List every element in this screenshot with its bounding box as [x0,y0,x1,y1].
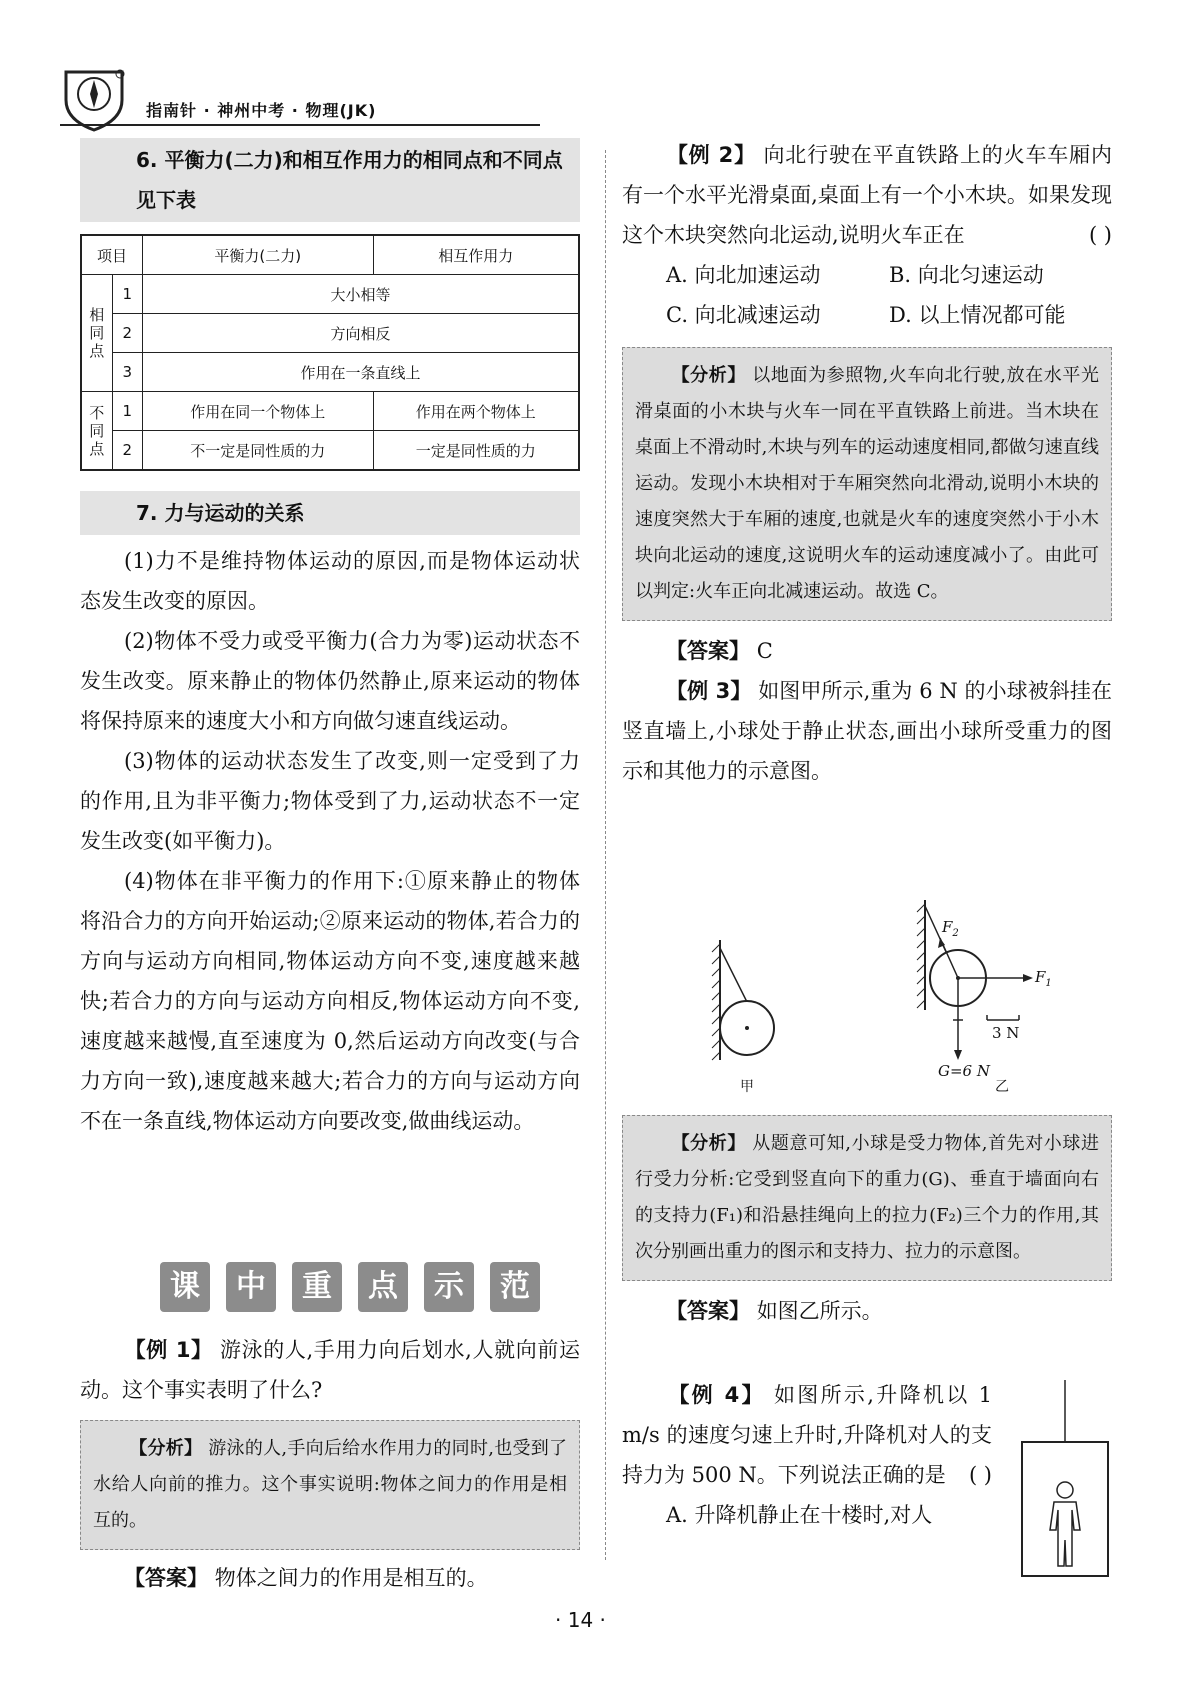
ex2-answer: 【答案】 C [666,639,773,663]
ex3-answer: 【答案】 如图乙所示。 [666,1299,883,1323]
diff-row-balance: 不一定是同性质的力 [143,431,374,471]
ex3-solution [622,1115,1112,1331]
caption-yi: 乙 [995,1079,1009,1095]
gravity-label: G=6 N [938,1062,990,1080]
paragraph: (1)力不是维持物体运动的原因,而是物体运动状态发生改变的原因。 [80,549,580,613]
col-item-header: 项目 [81,235,143,275]
comparison-table-wrap [80,234,580,471]
section6-heading: 6. 平衡力(二力)和相互作用力的相同点和不同点见下表 [80,138,580,222]
elevator-person-icon [1020,1380,1110,1580]
ex2-options-row [622,255,1112,295]
example-4 [622,1375,992,1535]
banner-char: 课 [160,1262,210,1312]
same-row-text: 大小相等 [143,275,580,314]
diff-row-mutual: 作用在两个物体上 [373,392,579,431]
col-balance-header: 平衡力(二力) [143,235,374,275]
ex3-figure [700,880,1080,1100]
same-label: 相 同 点 [81,275,112,392]
diff-row-mutual: 一定是同性质的力 [373,431,579,471]
banner-char: 中 [226,1262,276,1312]
elevator-figure [1020,1380,1110,1580]
ex1-answer: 【答案】 物体之间力的作用是相互的。 [124,1566,488,1590]
same-row-no: 3 [112,353,143,392]
comparison-table [80,234,580,471]
option: C. 向北减速运动 [666,303,821,327]
same-row-no: 1 [112,275,143,314]
section7-heading: 7. 力与运动的关系 [80,491,580,535]
scale-label: 3 N [992,1024,1020,1042]
book-title: 指南针 · 神州中考 · 物理(JK) [146,101,377,120]
ex2-question: 【例 2】 向北行驶在平直铁路上的火车车厢内有一个水平光滑桌面,桌面上有一个小木块。如果发现这个木块突然向北运动,说明火车正在 ( ) [622,143,1112,247]
ex4-option-a: A. 升降机静止在十楼时,对人 [666,1503,933,1527]
force-diagram [700,880,1080,1100]
ex1-question: 【例 1】 游泳的人,手用力向后划水,人就向前运动。这个事实表明了什么? [80,1338,580,1402]
same-row-text: 方向相反 [143,314,580,353]
column-divider [605,150,606,1560]
ex3-question: 【例 3】 如图甲所示,重为 6 N 的小球被斜挂在竖直墙上,小球处于静止状态,画出小球所受重力的图示和其他力的示意图。 [622,679,1112,783]
f1-label: $F_1$ [1035,968,1052,989]
ex4-question: 【例 4】 如图所示,升降机以 1 m/s 的速度匀速上升时,升降机对人的支持力为 500 N。下列说法正确的是 ( ) [622,1383,992,1487]
col-mutual-header: 相互作用力 [373,235,579,275]
example-1 [80,1330,580,1598]
banner-char: 重 [292,1262,342,1312]
page-number: · 14 · [555,1608,606,1632]
diff-row-balance: 作用在同一个物体上 [143,392,374,431]
diff-row-no: 2 [112,431,143,471]
section7-body [80,541,580,1141]
banner-char: 示 [424,1262,474,1312]
paragraph: (4)物体在非平衡力的作用下:①原来静止的物体将沿合力的方向开始运动;②原来运动的物体,若合力的方向与运动方向相同,物体运动方向不变,速度越来越快;若合力的方向与运动方向相反,物体运动方向不变,速度越来越慢,直至速度为 0,然后运动方向改变(与合力方向一致),速度越来越大;若合力的方向与运动方向不在一条直线,物体运动方向要改变,做曲线运动。 [80,869,580,1133]
same-row-text: 作用在一条直线上 [143,353,580,392]
ex2-options-row [622,295,1112,335]
section-banner [160,1262,540,1312]
option: A. 向北加速运动 [666,263,821,287]
option: D. 以上情况都可能 [889,303,1066,327]
banner-char: 点 [358,1262,408,1312]
diff-label: 不 同 点 [81,392,112,471]
ex2-analysis-box: 【分析】 以地面为参照物,火车向北行驶,放在水平光滑桌面的小木块与火车一同在平直铁路上前进。当木块在桌面上不滑动时,木块与列车的运动速度相同,都做匀速直线运动。发现小木块相对于车厢突然向北滑动,说明小木块的速度突然大于车厢的速度,也就是火车的速度突然小于小木块向北运动的速度,这说明火车的运动速度减小了。由此可以判定:火车正向北减速运动。故选 C。 [622,347,1112,621]
caption-jia: 甲 [740,1079,754,1095]
paragraph: (3)物体的运动状态发生了改变,则一定受到了力的作用,且为非平衡力;物体受到了力,运动状态不一定发生改变(如平衡力)。 [80,749,580,853]
left-column [80,138,580,1141]
option: B. 向北匀速运动 [889,263,1044,287]
f2-label: $F_2$ [942,918,959,939]
right-column [622,135,1112,791]
ex1-analysis-box: 【分析】 游泳的人,手向后给水作用力的同时,也受到了水给人向前的推力。这个事实说明:物体之间力的作用是相互的。 [80,1420,580,1550]
paragraph: (2)物体不受力或受平衡力(合力为零)运动状态不发生改变。原来静止的物体仍然静止,原来运动的物体将保持原来的速度大小和方向做匀速直线运动。 [80,629,580,733]
same-row-no: 2 [112,314,143,353]
figure-jia [712,940,774,1060]
diff-row-no: 1 [112,392,143,431]
header-rule [60,124,540,126]
banner-char: 范 [490,1262,540,1312]
ex3-analysis-box: 【分析】 从题意可知,小球是受力物体,首先对小球进行受力分析:它受到竖直向下的重力(G)、垂直于墙面向右的支持力(F₁)和沿悬挂绳向上的拉力(F₂)三个力的作用,其次分别画出重力的图示和支持力、拉力的示意图。 [622,1115,1112,1281]
